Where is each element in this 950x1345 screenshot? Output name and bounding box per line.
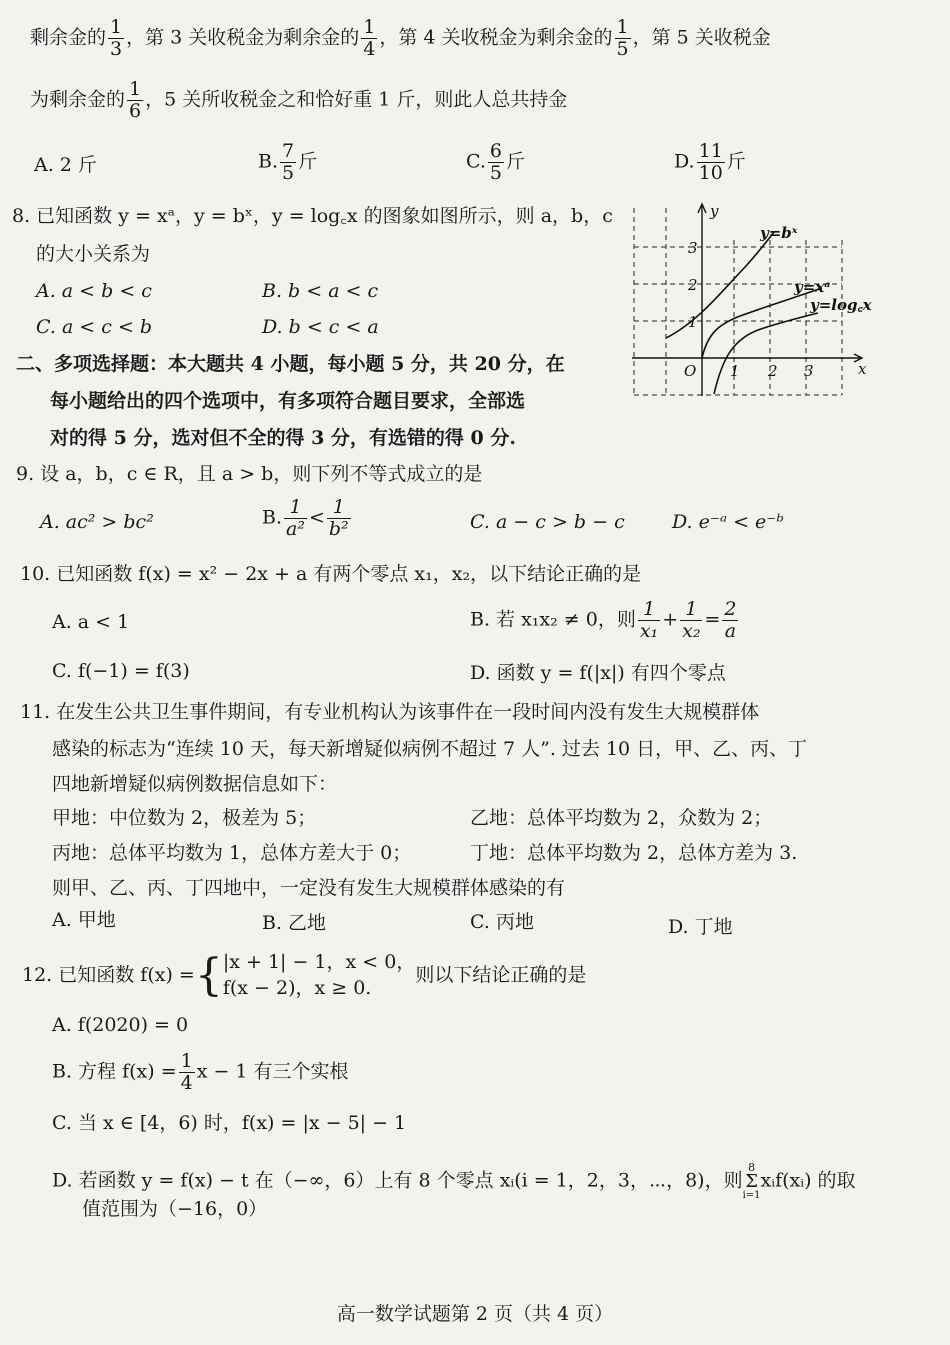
section2-heading-line1: 二、多项选择题：本大题共 4 小题，每小题 5 分，共 20 分，在 <box>16 353 565 375</box>
function-graph <box>628 200 898 400</box>
x-tick-1: 1 <box>730 362 740 380</box>
q9-option-b: B. $\frac{1}{\text{a²}}$ < $\frac{1}{\text{b²}}$ <box>262 496 349 540</box>
q12-option-d-line2: 值范围为（−16，0） <box>82 1198 268 1220</box>
x-axis-label: x <box>858 360 867 378</box>
q8-stem-line1: 8. 已知函数 y = xᵃ，y = bˣ，y = log꜀x 的图象如图所示，则 a，b，c <box>12 205 613 227</box>
q11-line1: 11. 在发生公共卫生事件期间，有专业机构认为该事件在一段时间内没有发生大规模群体 <box>20 701 760 723</box>
piecewise-definition: |x + 1| − 1，x < 0， f(x − 2)，x ≥ 0. <box>222 951 416 999</box>
y-tick-2: 2 <box>688 276 698 294</box>
q7-option-a: A. 2 斤 <box>34 154 97 176</box>
q11-line2: 感染的标志为“连续 10 天，每天新增疑似病例不超过 7 人”. 过去 10 日，甲、乙、丙、丁 <box>52 738 808 760</box>
curve-power <box>702 288 822 358</box>
q9-option-a: A. ac² > bc² <box>40 511 154 533</box>
q10-option-b: B. 若 x₁x₂ ≠ 0，则 $\frac{1}{\text{x₁}}$ + $\frac{1}{\text{x₂}}$ = $\frac{2}{a}$ <box>470 598 737 642</box>
q11-jia: 甲地：中位数为 2，极差为 5； <box>52 807 317 829</box>
q12-option-d-line1: D. 若函数 y = f(x) − t 在（−∞，6）上有 8 个零点 xᵢ(i = 1，2，3，⋯，8)，则 8 Σ i=1 xᵢf(xᵢ) 的取 <box>52 1161 856 1201</box>
q7-option-d: D. $\frac{11}{10}$ 斤 <box>674 140 746 184</box>
curve-logarithm <box>714 313 818 394</box>
fraction-1-5: $\frac{1}{5}$ <box>616 16 629 60</box>
q8-option-d: D. b < c < a <box>262 316 379 338</box>
q12-stem: 12. 已知函数 f(x) ={ |x + 1| − 1，x < 0， f(x − 2)，x ≥ 0. 则以下结论正确的是 <box>22 949 587 1001</box>
q9-option-d: D. e⁻ᵃ < e⁻ᵇ <box>672 511 784 533</box>
q9-stem: 9. 设 a，b，c ∈ R，且 a > b，则下列不等式成立的是 <box>16 463 483 485</box>
page-footer: 高一数学试题第 2 页（共 4 页） <box>336 1303 614 1325</box>
q11-ding: 丁地：总体平均数为 2，总体方差为 3. <box>470 842 798 864</box>
q11-option-c: C. 丙地 <box>470 911 534 933</box>
q7-option-c: C. $\frac{6}{5}$ 斤 <box>466 140 526 184</box>
q10-option-d: D. 函数 y = f(|x|) 有四个零点 <box>470 662 726 684</box>
origin-label: O <box>684 362 697 380</box>
curve-exponential <box>666 232 774 338</box>
q9-option-c: C. a − c > b − c <box>470 511 625 533</box>
y-tick-1: 1 <box>688 313 698 331</box>
curve-label-power: y=xᵃ <box>794 278 831 296</box>
q10-option-a: A. a < 1 <box>52 611 130 633</box>
q7-option-b: B. $\frac{7}{5}$ 斤 <box>258 140 318 184</box>
q10-option-c: C. f(−1) = f(3) <box>52 660 190 682</box>
section2-heading-line3: 对的得 5 分，选对但不全的得 3 分，有选错的得 0 分. <box>50 427 516 449</box>
q8-stem-line2: 的大小关系为 <box>36 243 151 265</box>
q11-bing: 丙地：总体平均数为 1，总体方差大于 0； <box>52 842 412 864</box>
curve-label-exponential: y=bˣ <box>760 224 798 242</box>
q11-yi: 乙地：总体平均数为 2，众数为 2； <box>470 807 773 829</box>
q12-option-c: C. 当 x ∈ [4，6) 时，f(x) = |x − 5| − 1 <box>52 1112 407 1134</box>
q11-option-a: A. 甲地 <box>52 909 116 931</box>
q12-option-a: A. f(2020) = 0 <box>52 1014 189 1036</box>
fraction-1-3: $\frac{1}{3}$ <box>110 16 123 60</box>
q11-line3: 四地新增疑似病例数据信息如下： <box>52 773 338 795</box>
piecewise-brace: { <box>194 949 223 1001</box>
x-tick-3: 3 <box>804 362 814 380</box>
summation-symbol: 8 Σ i=1 <box>742 1161 761 1201</box>
q7-line1: 剩余金的 $\frac{1}{3}$ ，第 3 关收税金为剩余金的 $\frac{1}{4}$ ，第 4 关收税金为剩余金的 $\frac{1}{5}$ ，第 5 关收税金 <box>30 16 771 60</box>
q8-option-a: A. a < b < c <box>36 280 152 302</box>
y-tick-3: 3 <box>688 239 698 257</box>
q12-option-b: B. 方程 f(x) = $\frac{1}{4}$ x − 1 有三个实根 <box>52 1050 349 1094</box>
q7-line2: 为剩余金的 $\frac{1}{6}$ ，5 关所收税金之和恰好重 1 斤，则此人总共持金 <box>30 78 568 122</box>
curve-label-logarithm: y=log꜀x <box>810 296 872 314</box>
q10-stem: 10. 已知函数 f(x) = x² − 2x + a 有两个零点 x₁，x₂，以下结论正确的是 <box>20 563 642 585</box>
q11-line6: 则甲、乙、丙、丁四地中，一定没有发生大规模群体感染的有 <box>52 877 566 899</box>
fraction-1-6: $\frac{1}{6}$ <box>129 78 142 122</box>
y-axis-label: y <box>710 202 719 220</box>
fraction-1-4: $\frac{1}{4}$ <box>363 16 376 60</box>
q8-option-c: C. a < c < b <box>36 316 153 338</box>
q8-option-b: B. b < a < c <box>262 280 379 302</box>
x-tick-2: 2 <box>768 362 778 380</box>
q11-option-d: D. 丁地 <box>668 916 733 938</box>
section2-heading-line2: 每小题给出的四个选项中，有多项符合题目要求，全部选 <box>50 390 526 412</box>
q11-option-b: B. 乙地 <box>262 912 327 934</box>
